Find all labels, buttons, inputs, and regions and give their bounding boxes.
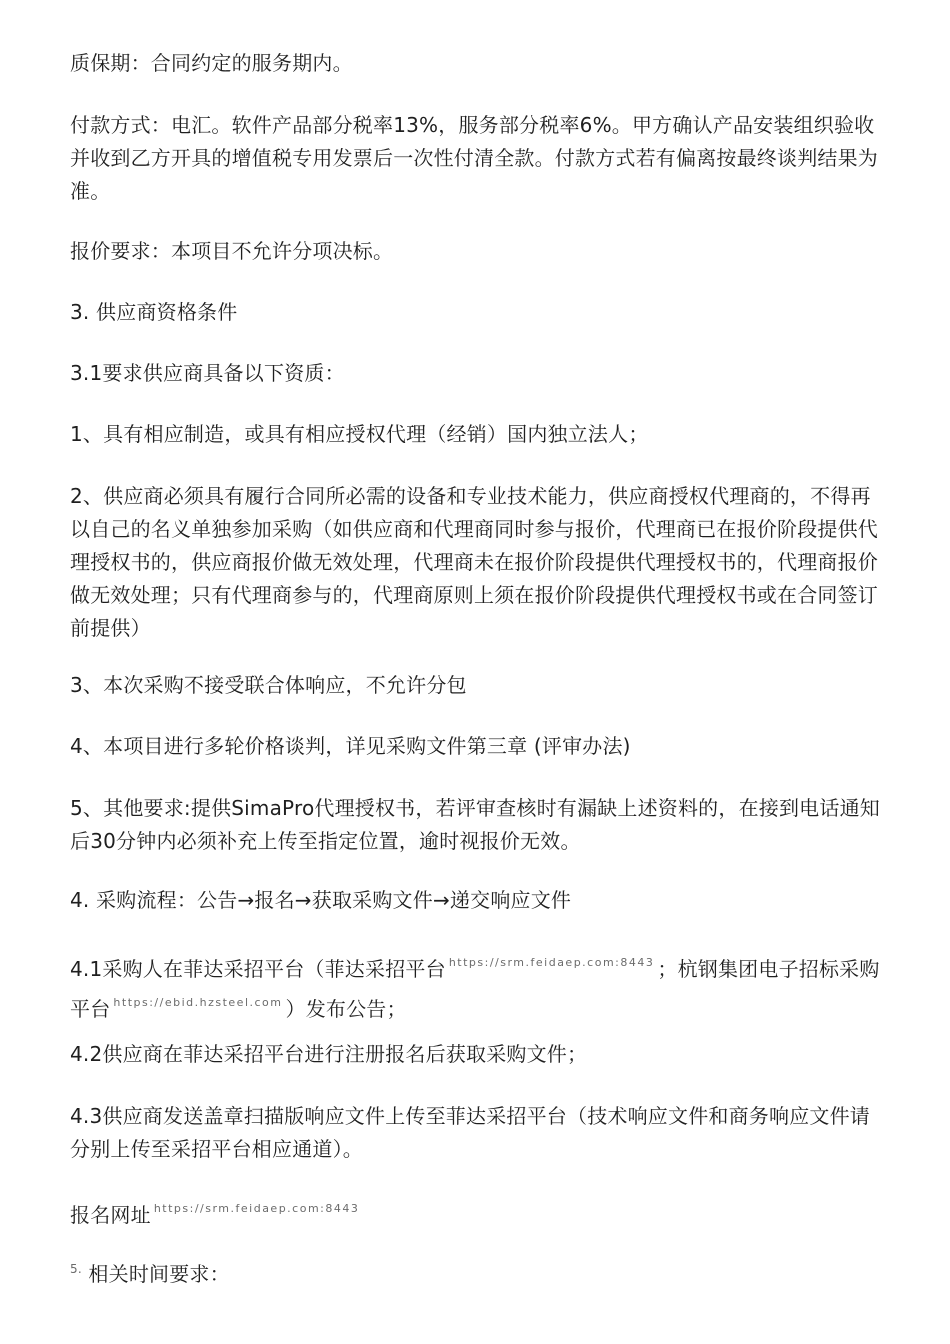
qualification-item-1: 1、具有相应制造，或具有相应授权代理（经销）国内独立法人；: [70, 422, 649, 446]
section-3-heading: 3. 供应商资格条件: [70, 300, 238, 324]
qualification-item-3: 3、本次采购不接受联合体响应，不允许分包: [70, 673, 467, 697]
registration-url-line: [70, 1192, 882, 1232]
registration-url-link[interactable]: https://srm.feidaep.com:8443: [153, 1202, 360, 1215]
section-5-heading: [70, 1253, 882, 1291]
procurement-step-4-3: 4.3供应商发送盖章扫描版响应文件上传至菲达采招平台（技术响应文件和商务响应文件请分别上传至采招平台相应通道）。: [70, 1104, 871, 1161]
step-4-1-suffix: ）发布公告；: [285, 997, 407, 1021]
qualification-item-2: 2、供应商必须具有履行合同所必需的设备和专业技术能力，供应商授权代理商的，不得再以自己的名义单独参加采购（如供应商和代理商同时参与报价，代理商已在报价阶段提供代理授权书的，供应商报价做无效处理，代理商未在报价阶段提供代理授权书的，代理商报价做无效处理；只有代理商参与的，代理商原则上须在报价阶段提供代理授权书或在合同签订前提供）: [70, 484, 878, 640]
step-4-1-prefix: 4.1采购人在菲达采招平台（菲达采招平台: [70, 957, 446, 981]
feida-platform-link[interactable]: https://srm.feidaep.com:8443: [448, 956, 655, 969]
hzsteel-platform-link[interactable]: https://ebid.hzsteel.com: [113, 996, 283, 1009]
procurement-step-4-1: [70, 946, 882, 1026]
section-4-heading: 4. 采购流程：公告→报名→获取采购文件→递交响应文件: [70, 888, 572, 912]
section-3-1-heading: 3.1要求供应商具备以下资质：: [70, 361, 345, 385]
payment-paragraph: 付款方式：电汇。软件产品部分税率13%，服务部分税率6%。甲方确认产品安装组织验收并收到乙方开具的增值税专用发票后一次性付清全款。付款方式若有偏离按最终谈判结果为准。: [70, 113, 878, 203]
section-5-text: 相关时间要求：: [88, 1262, 230, 1286]
quote-requirement-paragraph: 报价要求：本项目不允许分项决标。: [70, 239, 394, 263]
qualification-item-4: 4、本项目进行多轮价格谈判，详见采购文件第三章 (评审办法): [70, 734, 631, 758]
registration-url-label: 报名网址: [70, 1203, 151, 1227]
procurement-step-4-2: 4.2供应商在菲达采招平台进行注册报名后获取采购文件；: [70, 1042, 588, 1066]
qualification-item-5: 5、其他要求:提供SimaPro代理授权书，若评审查核时有漏缺上述资料的，在接到电话通知后30分钟内必须补充上传至指定位置，逾时视报价无效。: [70, 796, 880, 853]
step-4-1-middle: ；杭钢集团电子招标采购平台: [70, 957, 880, 1021]
warranty-paragraph: 质保期：合同约定的服务期内。: [70, 51, 353, 75]
section-5-number: 5.: [70, 1262, 82, 1276]
